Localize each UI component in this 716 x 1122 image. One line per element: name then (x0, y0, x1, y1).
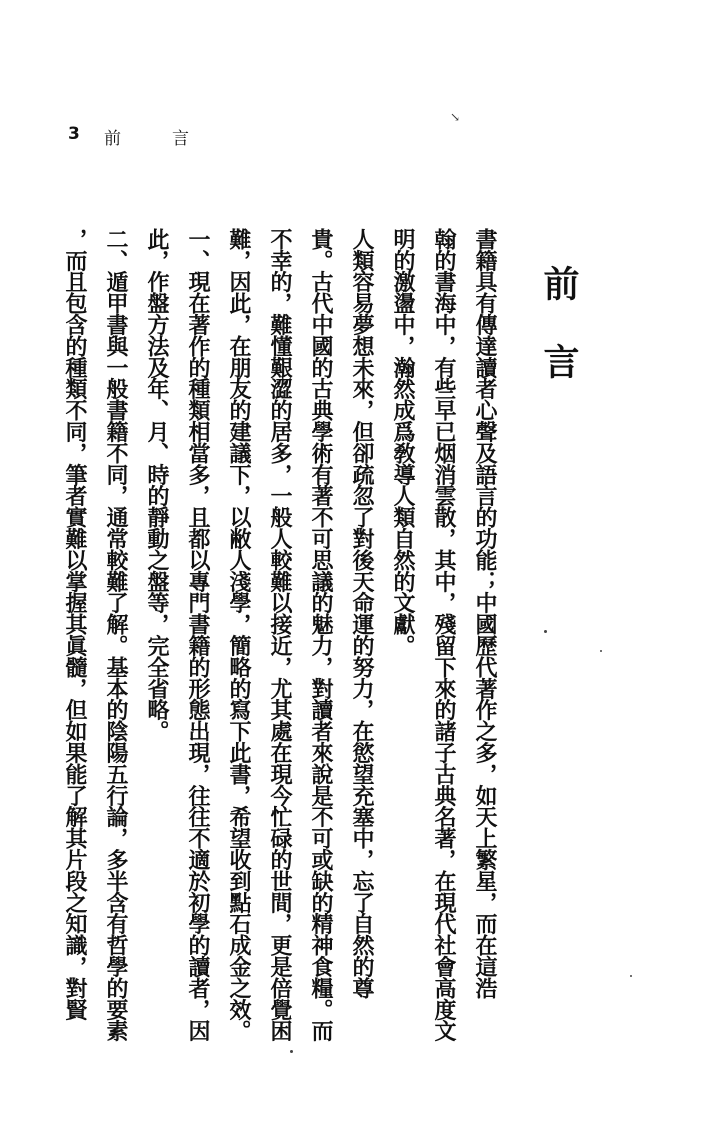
text-column-3: 明的激盪中，瀚然成爲敎導人類自然的文獻。 (390, 228, 416, 657)
text-column-1: 書籍具有傳達讀者心聲及語言的功能；中國歷代著作之多，如天上繁星，而在這浩 (472, 228, 498, 999)
stray-mark-icon: ↘ (450, 110, 461, 124)
paper-speck (544, 630, 547, 633)
text-column-2: 翰的書海中，有些早已烟消雲散，其中，殘留下來的諸子古典名著，在現代社會高度文 (431, 228, 457, 1042)
chapter-title: 前言 (538, 265, 579, 421)
running-head-second-char: 言 (172, 129, 189, 149)
text-column-4: 人類容易夢想未來，但卻疏忽了對後天命運的努力，在慾望充塞中，忘了自然的尊 (349, 228, 375, 999)
paper-speck (290, 1050, 293, 1053)
text-column-11: ，而且包含的種類不同，筆者實難以掌握其眞髓，但如果能了解其片段之知識，對賢 (62, 228, 88, 1020)
page-number: 3 (68, 124, 80, 144)
page-header (68, 124, 208, 154)
text-column-10: 二、遁甲書與一般書籍不同，通常較難了解。基本的陰陽五行論，多半含有哲學的要素 (103, 228, 129, 1042)
paper-speck (630, 975, 632, 977)
text-column-8: 一、現在著作的種類相當多，且都以專門書籍的形態出現，往往不適於初學的讀者，因 (185, 228, 211, 1042)
text-column-6: 不幸的，難懂艱澀的居多，一般人較難以接近，尤其處在現今忙碌的世間，更是倍覺困 (267, 228, 293, 1042)
text-column-7: 難，因此，在朋友的建議下，以敝人淺學，簡略的寫下此書，希望收到點石成金之效。 (226, 228, 252, 1042)
text-column-9: 此，作盤方法及年、月、時的靜動之盤等，完全省略。 (144, 228, 170, 742)
paper-speck (600, 650, 602, 652)
text-column-5: 貴。古代中國的古典學術有著不可思議的魅力，對讀者來說是不可或缺的精神食糧。而 (308, 228, 334, 1042)
running-head-first-char: 前 (104, 129, 121, 149)
